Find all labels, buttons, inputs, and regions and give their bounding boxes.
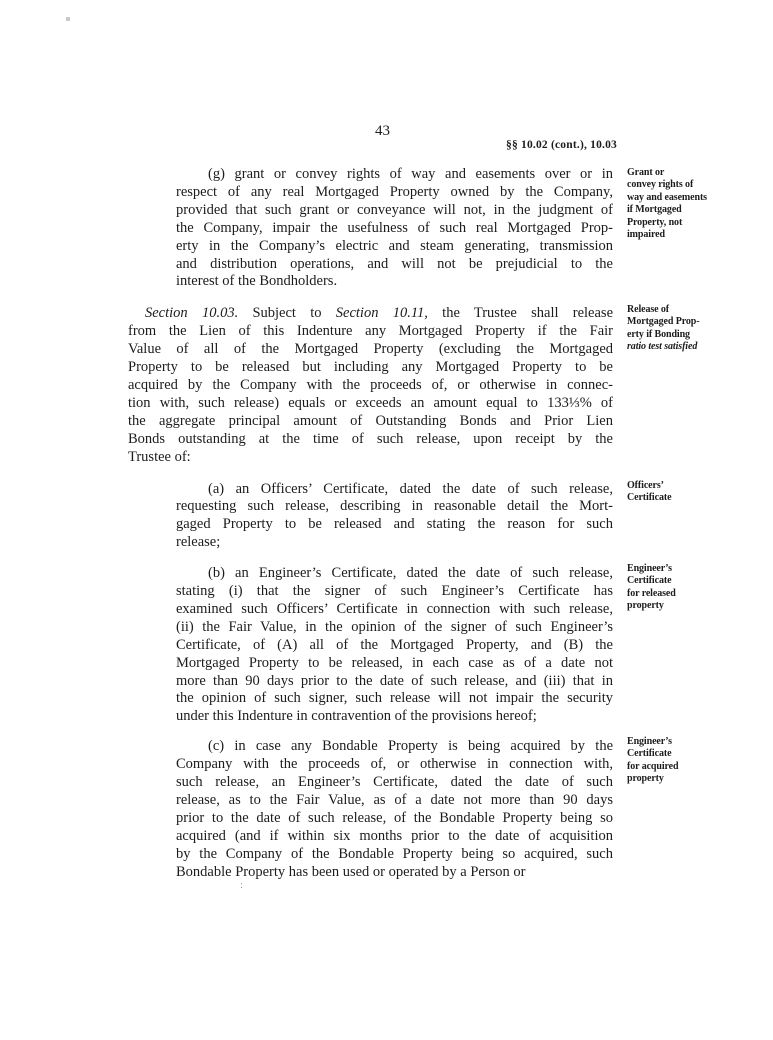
margin-note-line: Release of [627, 304, 670, 315]
margin-note-line: Officers’ [627, 480, 664, 491]
text-line: interest of the Bondholders. [176, 273, 338, 290]
text-line: Bondable Property has been used or operated by a Person or [176, 863, 526, 880]
paragraph-b [176, 565, 613, 726]
text-line: stating (i) that the signer of such Engineer’s Certificate has [176, 583, 613, 600]
stray-mark: : [240, 879, 244, 891]
margin-note-engineers-certificate-released [627, 563, 742, 613]
text-line: (a) an Officers’ Certificate, dated the date of such release, [208, 480, 613, 497]
margin-note-line: Certificate [627, 492, 672, 504]
text-line: provided that such grant or conveyance will not, in the judgment of [176, 201, 613, 218]
text-line: such release, an Engineer’s Certificate, dated the date of such [176, 774, 613, 791]
text-line: under this Indenture in contravention of the provisions hereof; [176, 708, 537, 725]
text-line: Section 10.03. Subject to Section 10.11, the Trustee shall release [145, 305, 614, 322]
page-number: 43 [375, 123, 390, 139]
text-line: erty in the Company’s electric and steam generating, transmission [176, 237, 613, 254]
text-line: requesting such release, describing in reasonable detail the Mort- [176, 498, 613, 515]
text-line: Mortgaged Property to be released, in each case as of a date not [176, 654, 613, 671]
text-line: tion with, such release) equals or exceeds an amount equal to 133⅓% of [128, 394, 613, 411]
text-line: and distribution operations, and will not be prejudicial to the [176, 255, 613, 272]
margin-note-release-bonding-ratio [627, 304, 742, 354]
margin-note-line: property [627, 773, 664, 785]
margin-note-line: Engineer’s [627, 563, 672, 574]
text-line: Property to be released but including any Mortgaged Property to be [128, 359, 613, 376]
section-reference: §§ 10.02 (cont.), 10.03 [506, 139, 617, 151]
text-line: respect of any real Mortgaged Property owned by the Company, [176, 183, 613, 200]
text-line: more than 90 days prior to the date of such release, and (iii) that in [176, 672, 613, 689]
margin-note-grant-easements [627, 167, 742, 241]
margin-note-line: if Mortgaged [627, 204, 682, 216]
text-line: (c) in case any Bondable Property is being acquired by the [208, 738, 613, 755]
margin-note-line: impaired [627, 229, 665, 241]
text-line: Trustee of: [128, 448, 191, 465]
paragraph-a [176, 481, 613, 553]
margin-note-line: ratio test satisfied [627, 341, 698, 353]
text-line: prior to the date of such release, of the Bondable Property being so [176, 809, 613, 826]
text-line: by the Company of the Bondable Property being so acquired, such [176, 845, 613, 862]
text-line: the Company, impair the usefulness of such real Mortgaged Prop- [176, 219, 613, 236]
text-line: Bonds outstanding at the time of such release, upon receipt by the [128, 430, 613, 447]
margin-note-line: way and easements [627, 191, 707, 203]
paragraph-section-10-03 [128, 305, 613, 466]
text-line: the aggregate principal amount of Outstanding Bonds and Prior Lien [128, 412, 613, 429]
text-line: release; [176, 534, 221, 551]
text-line: Company with the proceeds of, or otherwise in connection with, [176, 756, 613, 773]
text-line: (g) grant or convey rights of way and easements over or in [208, 166, 613, 182]
margin-note-officers-certificate [627, 480, 742, 505]
text-line: Value of all of the Mortgaged Property (excluding the Mortgaged [128, 341, 613, 358]
section-cross-reference: Section 10.11, [335, 305, 428, 322]
margin-note-line: Certificate [627, 748, 672, 760]
margin-note-line: Grant or [627, 167, 665, 178]
text-line: gaged Property to be released and stating the reason for such [176, 516, 613, 533]
margin-note-line: erty if Bonding [627, 328, 690, 340]
margin-note-line: Engineer’s [627, 736, 672, 747]
section-number: Section 10.03. [145, 305, 239, 322]
paragraph-c [176, 738, 613, 881]
text-line: release, as to the Fair Value, as of a date not more than 90 days [176, 792, 613, 808]
margin-note-line: Mortgaged Prop- [627, 316, 700, 328]
margin-note-line: Property, not [627, 216, 683, 228]
text-line: (b) an Engineer’s Certificate, dated the date of such release, [208, 565, 613, 582]
text-line: the opinion of such signer, such release will not impair the security [176, 690, 613, 707]
text-line: (ii) the Fair Value, in the opinion of the signer of such Engineer’s [176, 618, 613, 635]
text-line: from the Lien of this Indenture any Mortgaged Property if the Fair [128, 323, 613, 340]
margin-note-line: for released [627, 587, 676, 599]
text-line: examined such Officers’ Certificate in connection with such release, [176, 600, 613, 617]
margin-note-engineers-certificate-acquired [627, 736, 742, 786]
margin-note-line: property [627, 600, 664, 612]
main-text-column [128, 166, 613, 882]
text-line: acquired (and if within six months prior to the date of acquisition [176, 827, 613, 844]
paragraph-g [176, 166, 613, 291]
scan-speck [66, 17, 70, 21]
text-line: Certificate, of (A) all of the Mortgaged Property, and (B) the [176, 636, 613, 653]
margin-note-line: Certificate [627, 575, 672, 587]
text-line: acquired by the Company with the proceeds of, or otherwise in connec- [128, 376, 613, 393]
margin-note-line: for acquired [627, 760, 679, 772]
margin-note-line: convey rights of [627, 179, 694, 191]
